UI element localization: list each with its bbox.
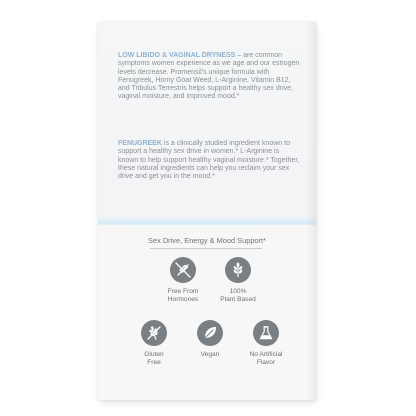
vegan-icon <box>197 320 223 346</box>
badge-label: 100% Plant Based <box>220 288 256 303</box>
intro-lead: LOW LIBIDO & VAGINAL DRYNESS <box>118 52 236 59</box>
lower-section <box>98 225 316 400</box>
intro-paragraph <box>118 52 300 102</box>
badge-vegan <box>180 320 240 359</box>
fenugreek-paragraph <box>118 140 300 181</box>
gluten-free-icon <box>141 320 167 346</box>
no-hormones-icon <box>170 257 196 283</box>
intro-text: – are common symptoms women experience as we age and our estrogen levels decrease. Promensil’s unique formula with Fenugreek, Horny Goat Weed, L-Arginine, Vitamin B12, and Tribulus Terrestris helps support a healthy sex drive, vaginal moisture, and improved mood.* <box>118 52 300 101</box>
fenugreek-text: is a clinically studied ingredient known to support a healthy sex drive in women.* L-Arginine is known to help support healthy vaginal moisture.* Together, these natural ingredients can help you reclaim your sex drive and get you in the mood.* <box>118 140 300 181</box>
badge-gluten-free <box>124 320 184 366</box>
badge-plant-based <box>208 257 268 303</box>
no-artificial-flavor-icon <box>253 320 279 346</box>
badge-label: Gluten Free <box>144 351 164 366</box>
support-underline <box>150 248 262 249</box>
product-box-panel <box>98 22 316 400</box>
badge-label: Free From Hormones <box>167 288 199 303</box>
badge-no-artificial-flavor <box>236 320 296 366</box>
plant-based-icon <box>225 257 251 283</box>
badge-label: Vegan <box>200 351 220 358</box>
fenugreek-lead: FENUGREEK <box>118 140 162 147</box>
support-heading: Sex Drive, Energy & Mood Support* <box>148 236 266 245</box>
badge-free-from-hormones <box>153 257 213 303</box>
badge-label: No Artificial Flavor <box>249 351 283 366</box>
